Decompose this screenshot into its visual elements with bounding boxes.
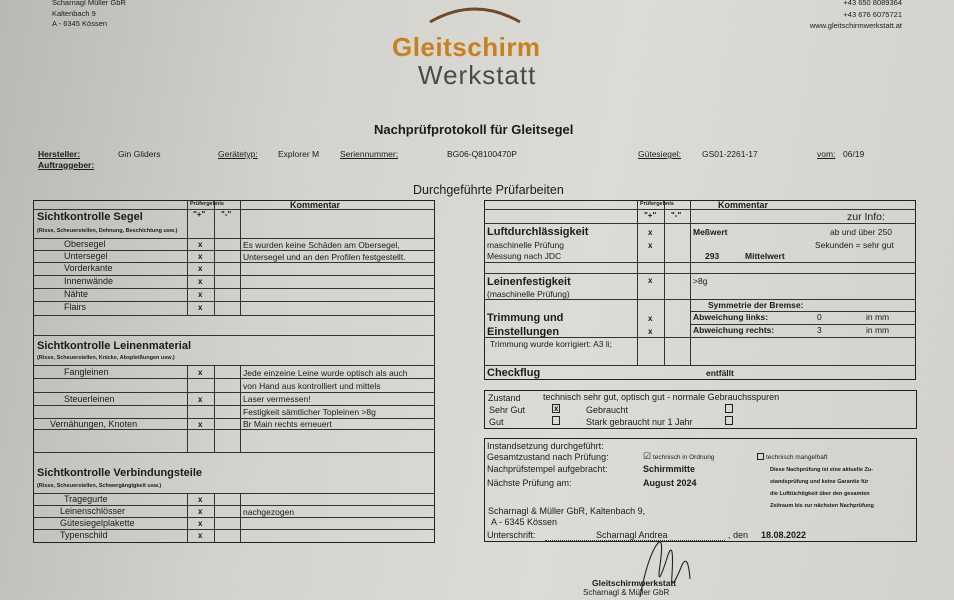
trimmung-title: Trimmung und	[487, 312, 564, 324]
steuerleinen-mark: x	[198, 395, 203, 404]
zur-info: zur Info:	[847, 211, 885, 223]
seriennummer-label: Seriennummer:	[340, 149, 399, 159]
disclaimer-line: Zeitraum bis zur nächsten Nachprüfung	[770, 503, 874, 509]
steuerleinen-comment: Laser vermessen!	[243, 394, 311, 404]
sehr-gut-label: Sehr Gut	[489, 405, 526, 415]
gut-checkbox[interactable]	[552, 416, 560, 425]
document-title: Nachprüfprotokoll für Gleitsegel	[374, 122, 574, 137]
leinenfestigkeit-title: Leinenfestigkeit	[487, 276, 571, 288]
hersteller-value: Gin Gliders	[118, 149, 161, 159]
segel-item: Vorderkante	[64, 263, 113, 273]
gesamtzustand-label: Gesamtzustand nach Prüfung:	[487, 452, 609, 462]
segel-item: Flairs	[64, 302, 86, 312]
datum-value: 18.08.2022	[761, 530, 807, 540]
unterschrift-label: Unterschrift:	[487, 530, 536, 540]
guetesiegel-value: GS01-2261-17	[702, 149, 758, 159]
symmetrie-label: Symmetrie der Bremse:	[708, 300, 804, 310]
naechste-label: Nächste Prüfung am:	[487, 478, 572, 488]
kommentar-header: Kommentar	[290, 200, 341, 210]
trimmung-note: Trimmung wurde korrigiert: A3 li;	[490, 339, 613, 349]
mangel-checkbox[interactable]	[757, 453, 764, 460]
stamp-line: Scharnagl & Müller GbR	[583, 588, 670, 597]
pruefergebnis-header-right: Prüfergebnis	[640, 201, 674, 207]
verbindung-item: Leinenschlösser	[60, 506, 126, 516]
segel-subtitle: (Risse, Scheuerstellen, Dehnung, Beschichtung usw.)	[37, 228, 178, 234]
gebraucht-checkbox[interactable]	[725, 404, 733, 413]
einstellungen-title: Einstellungen	[487, 326, 560, 338]
disclaimer-line: die Lufttüchtigkeit über den gesamten	[770, 491, 870, 497]
stempel-value: Schirmmitte	[643, 464, 696, 474]
verbindung-item: Tragegurte	[64, 494, 108, 504]
steuerleinen-label: Steuerleinen	[64, 394, 115, 404]
geraetetyp-value: Explorer M	[278, 149, 320, 159]
fangleinen-mark: x	[198, 368, 203, 377]
ok-option: technisch in Ordnung	[653, 454, 715, 461]
steuerleinen-comment: Festigkeit sämtlicher Topleinen >8g	[243, 407, 376, 417]
segel-mark: x	[198, 240, 203, 249]
segel-mark: x	[198, 252, 203, 261]
messwert-value: 293	[705, 251, 720, 261]
segel-item: Untersegel	[64, 251, 108, 261]
den-label: , den	[728, 530, 749, 540]
logo-werkstatt: Werkstatt	[418, 60, 537, 90]
abweichung-links-value: 0	[817, 312, 822, 322]
naechste-value: August 2024	[643, 478, 697, 488]
zustand-label: Zustand	[488, 393, 521, 403]
leinenfestigkeit-subtitle: (maschinelle Prüfung)	[487, 289, 570, 299]
segel-comment: Untersegel und an den Profilen festgestellt.	[243, 252, 406, 262]
logo-arc-icon	[425, 2, 525, 24]
leinen-subtitle: (Risse, Scheuerstellen, Knicke, Abspleißungen usw.)	[37, 355, 175, 361]
unit-links: in mm	[866, 312, 890, 322]
stark-gebraucht-label: Stark gebraucht nur 1 Jahr	[586, 417, 693, 427]
gebraucht-label: Gebraucht	[586, 405, 629, 415]
segel-item: Innenwände	[64, 276, 114, 286]
verbindung-mark: x	[198, 531, 203, 540]
checked-box-icon[interactable]: ☑	[643, 451, 652, 461]
geraetetyp-label: Gerätetyp:	[218, 149, 258, 159]
seriennummer-value: BG06-Q8100470P	[447, 149, 517, 159]
verbindung-item: Typenschild	[60, 530, 108, 540]
pruefergebnis-header: Prüfergebnis	[190, 201, 224, 207]
luft-subtitle: maschinelle Prüfung	[487, 240, 565, 250]
segel-mark: x	[198, 290, 203, 299]
unterschrift-name: Scharnagl Andrea	[596, 530, 668, 540]
fangleinen-label: Fangleinen	[64, 367, 109, 377]
segel-mark: x	[198, 277, 203, 286]
address-line: A - 6345 Kössen	[491, 517, 558, 527]
disclaimer-line: standsprüfung und keine Garantie für	[770, 479, 869, 485]
segel-title: Sichtkontrolle Segel	[37, 211, 143, 223]
verbindung-subtitle: (Risse, Scheuerstellen, Schwergängigkeit usw.)	[37, 483, 162, 489]
segel-comment: Es wurden keine Schäden am Obersegel,	[243, 240, 400, 250]
leinen-title: Sichtkontrolle Leinenmaterial	[37, 340, 192, 352]
luft-mark: x	[648, 241, 653, 250]
info-sekunden: Sekunden = sehr gut	[815, 240, 894, 250]
checkflug-label: Checkflug	[487, 367, 541, 379]
company-street: Kaltenbach 9	[52, 9, 96, 18]
kommentar-header-right: Kommentar	[718, 200, 769, 210]
mangel-option: technisch mangelhaft	[766, 454, 828, 461]
disclaimer-line: Diese Nachprüfung ist eine aktuelle Zu-	[770, 467, 873, 473]
verbindung-mark: x	[198, 495, 203, 504]
logo-gleitschirm: Gleitschirm	[392, 32, 541, 62]
phone-2: +43 676 6075721	[843, 10, 902, 19]
gut-label: Gut	[489, 417, 504, 427]
fangleinen-comment: von Hand aus kontrolliert und mittels	[243, 381, 381, 391]
verbindung-title: Sichtkontrolle Verbindungsteile	[37, 467, 203, 479]
phone-1: +43 650 8089364	[843, 0, 902, 7]
info-ab: ab und über 250	[830, 227, 892, 237]
messwert-label: Meßwert	[693, 227, 728, 237]
segel-mark: x	[198, 264, 203, 273]
abweichung-rechts-value: 3	[817, 325, 822, 335]
vernaehungen-comment: Br Main rechts erneuert	[243, 419, 332, 429]
stark-gebraucht-checkbox[interactable]	[725, 416, 733, 425]
address-line: Scharnagl & Müller GbR, Kaltenbach 9,	[488, 506, 646, 516]
plus-header: "+"	[193, 210, 206, 219]
vernaehungen-label: Vernähungen, Knoten	[50, 419, 138, 429]
verbindung-mark: x	[198, 507, 203, 516]
abweichung-links-label: Abweichung links:	[693, 312, 769, 322]
instand-title: Instandsetzung durchgeführt:	[487, 441, 604, 451]
stempel-label: Nachprüfstempel aufgebracht:	[487, 464, 608, 474]
vom-value: 06/19	[843, 149, 865, 159]
signature-icon	[630, 535, 700, 600]
fangleinen-comment: Jede einzeine Leine wurde optisch als auch	[243, 368, 408, 378]
verbindung-item: Gütesiegelplakette	[60, 518, 135, 528]
stamp-line: Gleitschirmwerkstatt	[592, 578, 677, 588]
minus-header: "-"	[221, 210, 232, 219]
zustand-text: technisch sehr gut, optisch gut - normale Gebrauchsspuren	[543, 392, 780, 402]
vom-label: vom:	[817, 149, 836, 159]
segel-item: Obersegel	[64, 239, 106, 249]
unit-rechts: in mm	[866, 325, 890, 335]
guetesiegel-label: Gütesiegel:	[638, 149, 681, 159]
vernaehungen-mark: x	[198, 420, 203, 429]
abweichung-rechts-label: Abweichung rechts:	[693, 325, 775, 335]
segel-item: Nähte	[64, 289, 89, 299]
checkflug-value: entfällt	[706, 368, 734, 378]
verbindung-comment: nachgezogen	[243, 507, 295, 517]
hersteller-label: Hersteller:	[38, 149, 81, 159]
segel-mark: x	[198, 303, 203, 312]
section-title: Durchgeführte Prüfarbeiten	[413, 183, 564, 197]
trimmung-mark: x	[648, 327, 653, 336]
company-name: Scharnagl Müller GbR	[52, 0, 126, 7]
mittelwert-label: Mittelwert	[745, 251, 785, 261]
plus-header-right: "+"	[644, 211, 657, 220]
website: www.gleitschirmwerkstatt.at	[809, 21, 902, 30]
trimmung-mark: x	[648, 314, 653, 323]
auftraggeber-label: Auftraggeber:	[38, 160, 95, 170]
leinenfestigkeit-value: >8g	[693, 276, 708, 286]
luft-subtitle: Messung nach JDC	[487, 251, 562, 261]
luft-mark: x	[648, 228, 653, 237]
minus-header-right: "-"	[671, 211, 682, 220]
leinenfestigkeit-mark: x	[648, 276, 653, 285]
sehr-gut-mark: x	[554, 404, 559, 413]
verbindung-mark: x	[198, 519, 203, 528]
luft-title: Luftdurchlässigkeit	[487, 226, 589, 238]
company-city: A - 6345 Kössen	[52, 19, 108, 28]
